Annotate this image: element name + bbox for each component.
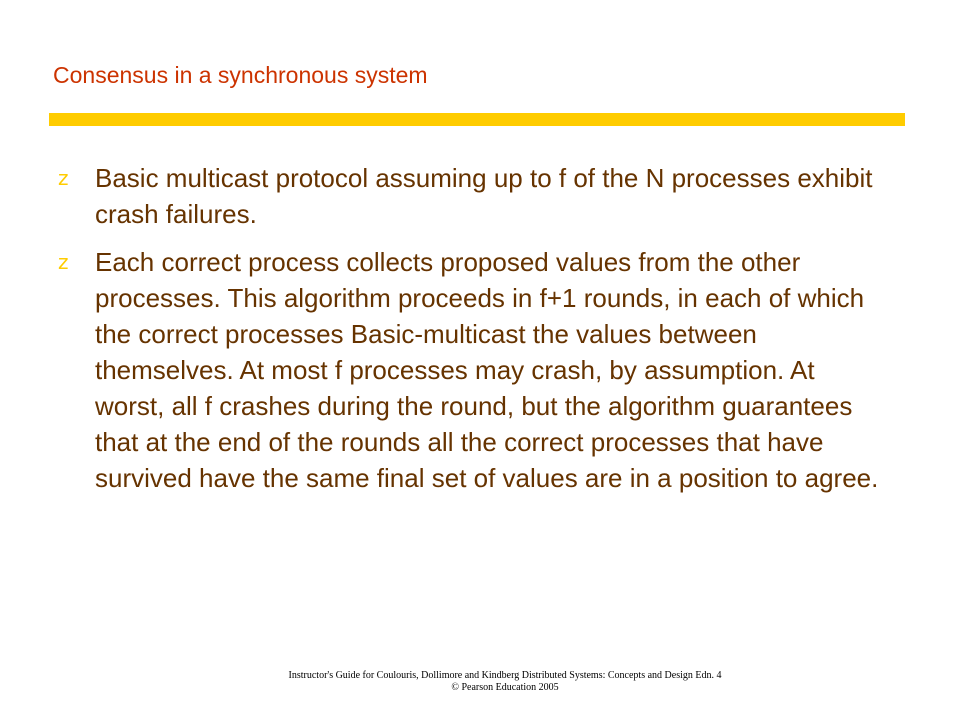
bullet-marker-icon: z [58,166,69,190]
bullet-text: Each correct process collects proposed values from the other processes. This algorithm proceeds in f+1 rounds, in each of which the correct processes Basic-multicast the values between themselves. At most f processes may crash, by assumption. At worst, all f crashes during the round, but the algorithm guarantees that at the end of the rounds all the correct processes that have survived have the same final set of values are in a position to agree. [95,247,879,493]
slide-title: Consensus in a synchronous system [53,62,428,88]
footer-citation: Instructor's Guide for Coulouris, Dollimore and Kindberg Distributed Systems: Concepts and Design Edn. 4 [288,670,722,681]
title-divider [49,113,905,126]
bullet-item [58,160,888,232]
bullet-list [58,160,888,508]
bullet-text: Basic multicast protocol assuming up to f of the N processes exhibit crash failures. [95,163,873,229]
slide-footer [0,670,960,694]
bullet-item [58,244,888,496]
bullet-marker-icon: z [58,250,69,274]
footer-copyright: © Pearson Education 2005 [451,682,559,693]
